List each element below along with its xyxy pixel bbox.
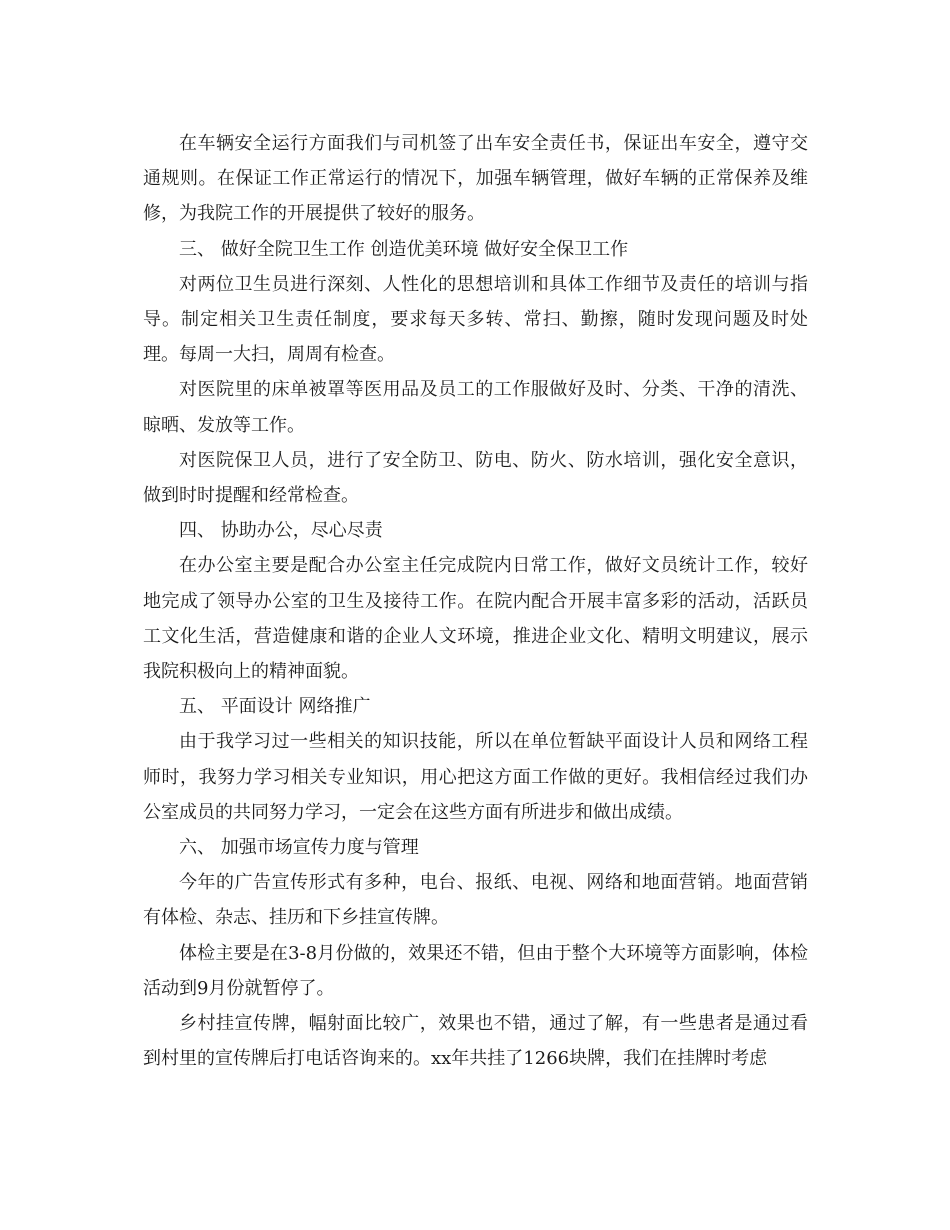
document-body (143, 126, 808, 1076)
section-heading-5: 五、 平面设计 网络推广 (179, 696, 371, 718)
paragraph-graphic-design: 由于我学习过一些相关的知识技能，所以在单位暂缺平面设计人员和网络工程师时，我努力学习相关专业知识，用心把这方面工作做的更好。我相信经过我们办公室成员的共同努力学习，一定会在这些方面有所进步和做出成绩。 (143, 731, 808, 823)
paragraph-cleaner-training: 对两位卫生员进行深刻、人性化的思想培训和具体工作细节及责任的培训与指导。制定相关卫生责任制度，要求每天多转、常扫、勤擦，随时发现问题及时处理。每周一大扫，周周有检查。 (143, 273, 808, 366)
paragraph-laundry: 对医院里的床单被罩等医用品及员工的工作服做好及时、分类、干净的清洗、晾晒、发放等工作。 (143, 379, 808, 436)
section-heading-3: 三、 做好全院卫生工作 创造优美环境 做好安全保卫工作 (179, 238, 629, 260)
paragraph-health-checkup: 体检主要是在3-8月份做的，效果还不错，但由于整个大环境等方面影响，体检活动到9月份就暂停了。 (143, 942, 808, 999)
paragraph-security-staff: 对医院保卫人员，进行了安全防卫、防电、防火、防水培训，强化安全意识，做到时时提醒和经常检查。 (143, 449, 808, 507)
paragraph-office-work: 在办公室主要是配合办公室主任完成院内日常工作，做好文员统计工作，较好地完成了领导办公室的卫生及接待工作。在院内配合开展丰富多彩的活动，活跃员工文化生活，营造健康和谐的企业人文环境，推进企业文化、精明文明建议，展示我院积极向上的精神面貌。 (143, 555, 808, 683)
section-heading-4: 四、 协助办公，尽心尽责 (179, 520, 383, 542)
section-heading-6: 六、 加强市场宣传力度与管理 (179, 837, 419, 859)
paragraph-advertising-forms: 今年的广告宣传形式有多种，电台、报纸、电视、网络和地面营销。地面营销有体检、杂志、挂历和下乡挂宣传牌。 (143, 872, 808, 929)
paragraph-vehicle-safety: 在车辆安全运行方面我们与司机签了出车安全责任书，保证出车安全，遵守交通规则。在保证工作正常运行的情况下，加强车辆管理，做好车辆的正常保养及维修，为我院工作的开展提供了较好的服务。 (143, 133, 808, 225)
paragraph-rural-billboards: 乡村挂宣传牌，幅射面比较广，效果也不错，通过了解，有一些患者是通过看到村里的宣传牌后打电话咨询来的。xx年共挂了1266块牌，我们在挂牌时考虑 (143, 1013, 808, 1070)
